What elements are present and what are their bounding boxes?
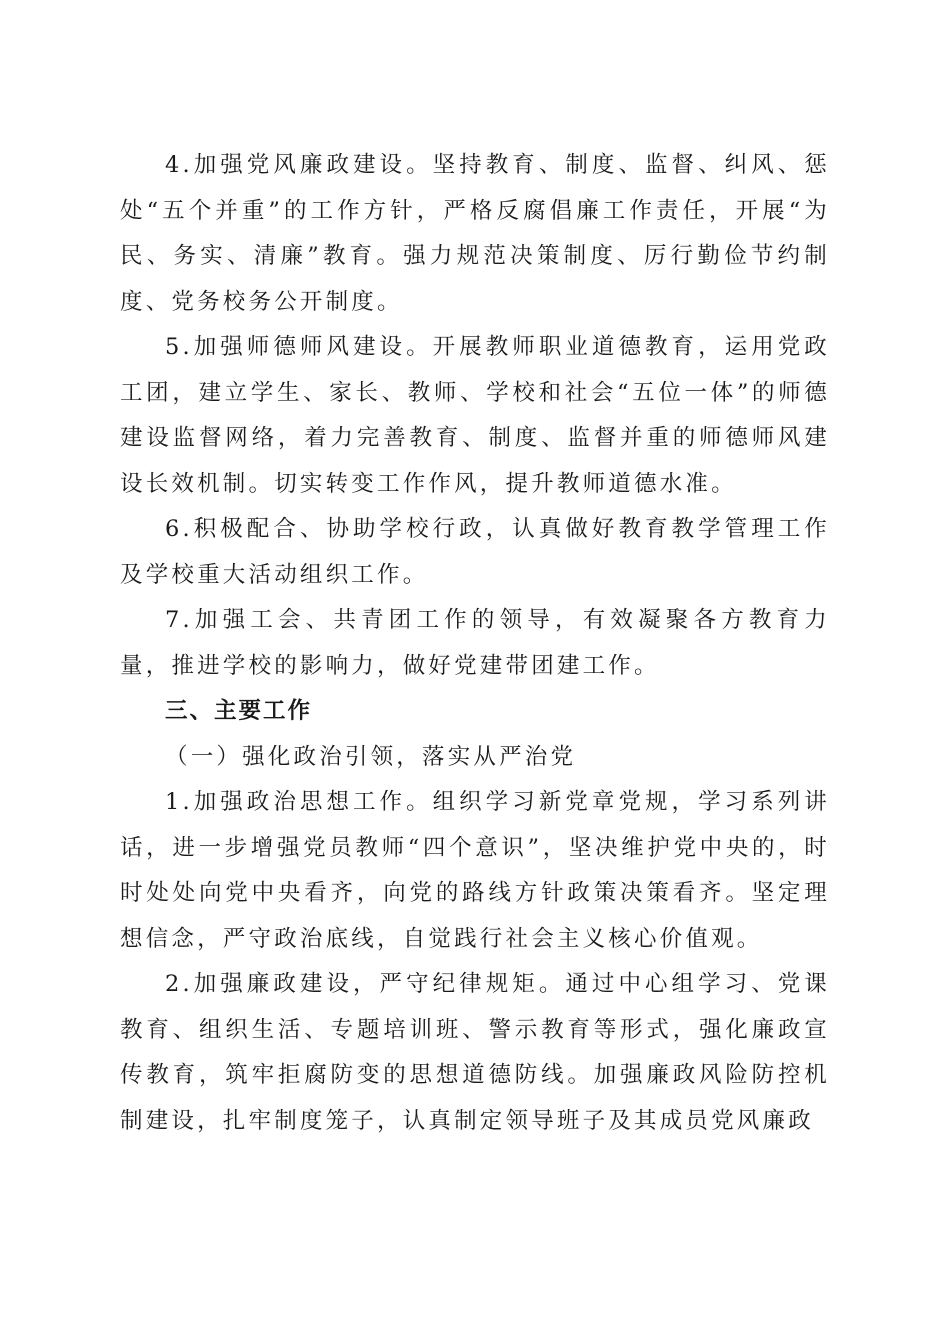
paragraph-cooperate-administration: 6.积极配合、协助学校行政，认真做好教育教学管理工作及学校重大活动组织工作。 [120,516,830,588]
section-title-main-work: 三、主要工作 [165,698,313,724]
paragraph-teacher-ethics: 5.加强师德师风建设。开展教师职业道德教育，运用党政工团，建立学生、家长、教师、学校和社会“五位一体”的师德建设监督网络，着力完善教育、制度、监督并重的师德师风建设长效机制。切实转变工作作风，提升教师道德水准。 [120,334,830,497]
paragraph-union-youth-league: 7.加强工会、共青团工作的领导，有效凝聚各方教育力量，推进学校的影响力，做好党建带团建工作。 [120,607,830,679]
document-body [120,143,830,1144]
paragraph-clean-governance: 2.加强廉政建设，严守纪律规矩。通过中心组学习、党课教育、组织生活、专题培训班、警示教育等形式，强化廉政宣传教育，筑牢拒腐防变的思想道德防线。加强廉政风险防控机制建设，扎牢制度笼子，认真制定领导班子及其成员党风廉政 [120,971,830,1134]
subsection-title-political-guidance: （一）强化政治引领，落实从严治党 [165,743,577,770]
paragraph-political-thought: 1.加强政治思想工作。组织学习新党章党规，学习系列讲话，进一步增强党员教师“四个意识”，坚决维护党中央的，时时处处向党中央看齐，向党的路线方针政策决策看齐。坚定理想信念，严守政治底线，自觉践行社会主义核心价值观。 [120,789,830,952]
paragraph-party-conduct: 4.加强党风廉政建设。坚持教育、制度、监督、纠风、惩处“五个并重”的工作方针，严格反腐倡廉工作责任，开展“为民、务实、清廉”教育。强力规范决策制度、厉行勤俭节约制度、党务校务公开制度。 [120,152,830,315]
